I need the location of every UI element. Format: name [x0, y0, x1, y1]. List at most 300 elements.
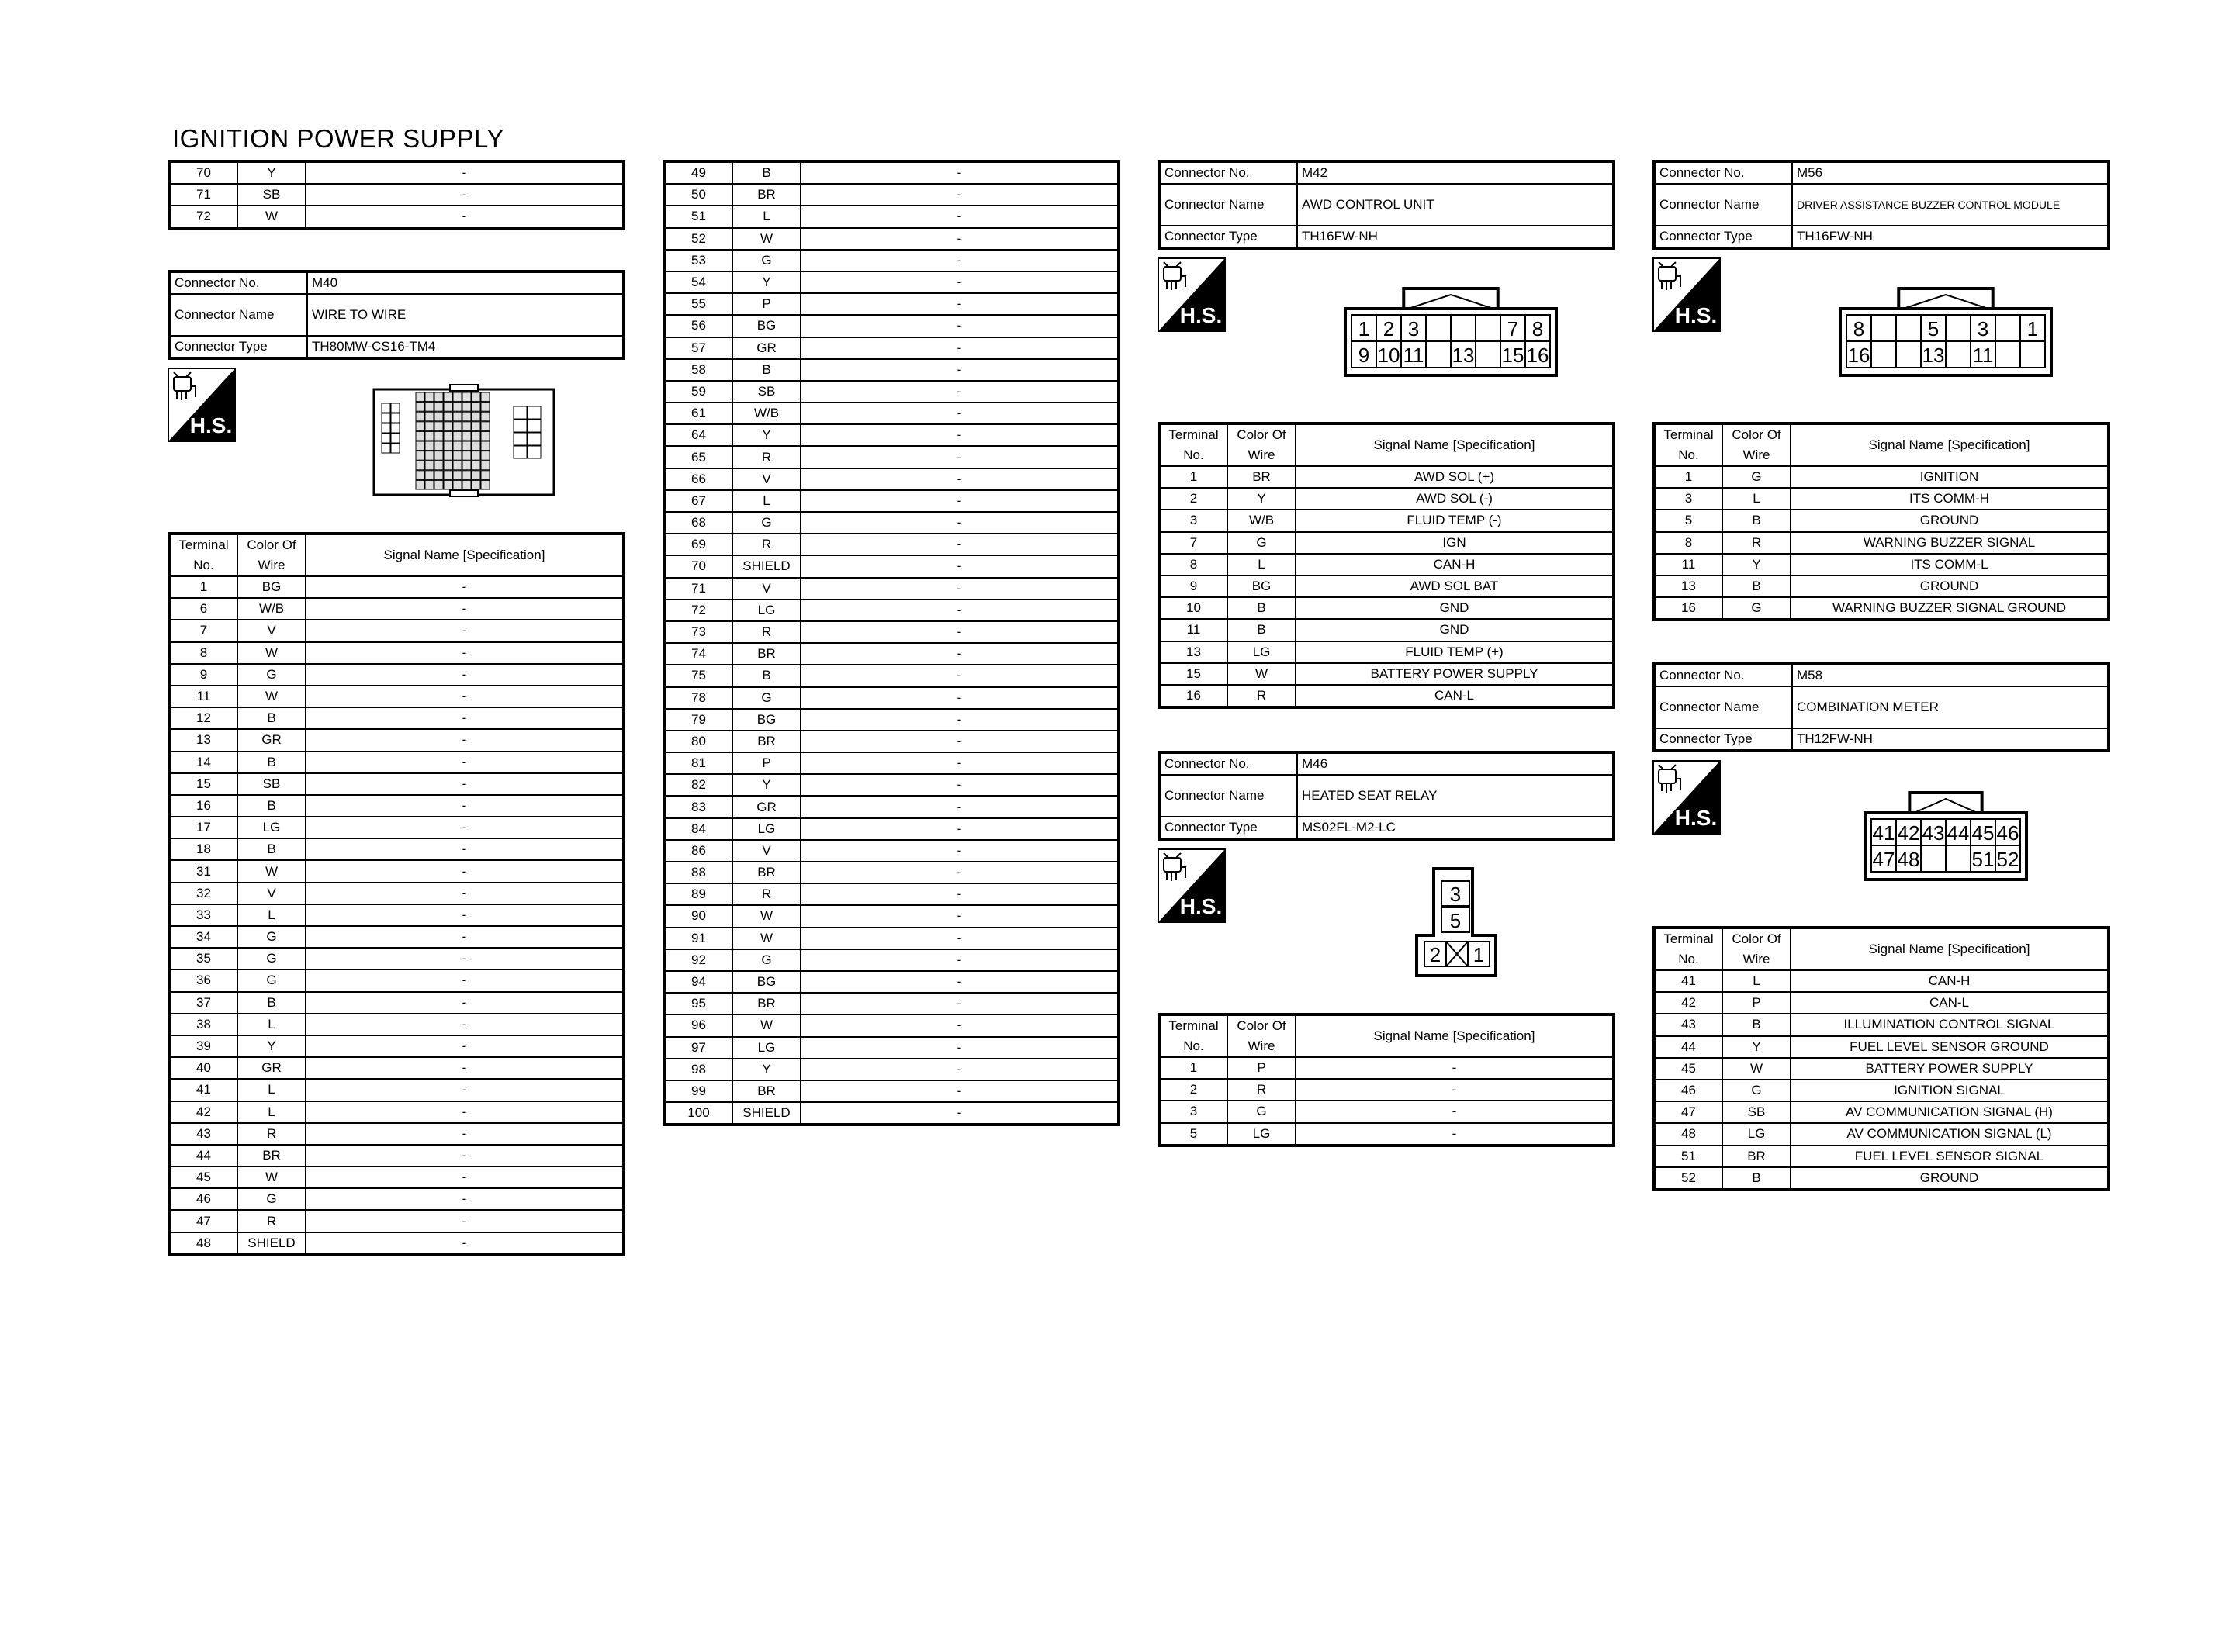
- wire-color-cell: LG: [1722, 1123, 1791, 1145]
- wire-color-cell: BR: [1722, 1146, 1791, 1167]
- wire-color-cell: R: [1227, 685, 1296, 707]
- connector-latch: [450, 490, 478, 496]
- wire-color-cell: L: [237, 904, 306, 926]
- terminal-no-cell: 1: [169, 576, 237, 598]
- connector-pin-cell: [444, 471, 452, 480]
- hs-label: H.S.: [1674, 303, 1718, 327]
- wire-color-cell: L: [732, 490, 801, 512]
- pin-label: 46: [1996, 821, 2019, 845]
- connector-type-value: TH80MW-CS16-TM4: [307, 336, 624, 358]
- terminal-no-cell: 8: [1654, 532, 1722, 554]
- signal-name-cell: GROUND: [1791, 575, 2109, 597]
- signal-name-cell: -: [801, 161, 1119, 184]
- wire-color-cell: L: [1227, 554, 1296, 575]
- terminal-no-cell: 51: [664, 206, 732, 227]
- terminal-no-cell: 89: [664, 883, 732, 905]
- hs-label: H.S.: [1179, 894, 1223, 918]
- terminal-no-cell: 13: [1159, 641, 1227, 663]
- connector-pin-cell: [382, 413, 390, 423]
- wire-color-cell: LG: [1227, 1123, 1296, 1146]
- terminal-no-cell: 43: [169, 1123, 237, 1145]
- table-row: [664, 315, 1119, 337]
- wire-color-cell: Y: [732, 424, 801, 446]
- table-row: [664, 271, 1119, 293]
- signal-name-cell: -: [801, 905, 1119, 927]
- terminal-no-cell: 70: [664, 555, 732, 577]
- connector-pin-cell: [1946, 341, 1971, 368]
- page-title: IGNITION POWER SUPPLY: [172, 124, 504, 153]
- wire-color-cell: W: [237, 686, 306, 707]
- table-row: [1159, 1079, 1614, 1101]
- harness-side-icon: [168, 368, 236, 442]
- terminal-no-cell: 31: [169, 860, 237, 882]
- signal-name-cell: -: [801, 228, 1119, 250]
- signal-name-cell: -: [306, 817, 624, 838]
- signal-name-cell: -: [801, 359, 1119, 381]
- connector-pin-cell: [481, 471, 490, 480]
- signal-name-cell: AWD SOL (+): [1296, 466, 1614, 488]
- connector-pin-cell: [434, 412, 443, 421]
- hs-label: H.S.: [1674, 806, 1718, 830]
- signal-name-cell: -: [801, 862, 1119, 883]
- connector-pin-cell: [391, 434, 400, 443]
- wire-color-cell: R: [1227, 1079, 1296, 1101]
- terminal-no-cell: 67: [664, 490, 732, 512]
- terminal-table-m58: [1652, 926, 2110, 1191]
- connector-pin-cell: [462, 461, 471, 470]
- signal-name-header: Signal Name [Specification]: [1296, 423, 1614, 466]
- signal-name-cell: -: [306, 1101, 624, 1123]
- table-row: [1159, 663, 1614, 685]
- wire-color-cell: P: [1227, 1057, 1296, 1079]
- terminal-no-cell: 33: [169, 904, 237, 926]
- signal-name-cell: -: [306, 161, 624, 184]
- wire-color-cell: B: [732, 665, 801, 686]
- harness-side-icon: [1158, 848, 1226, 923]
- wire-color-cell: P: [732, 293, 801, 315]
- wire-color-cell: Y: [1722, 554, 1791, 575]
- signal-name-cell: -: [306, 1232, 624, 1255]
- signal-name-cell: -: [801, 250, 1119, 271]
- connector-pin-cell: [434, 431, 443, 441]
- terminal-no-cell: 51: [1654, 1146, 1722, 1167]
- terminal-no-cell: 72: [664, 600, 732, 621]
- signal-name-cell: -: [801, 993, 1119, 1014]
- wire-color-cell: LG: [237, 817, 306, 838]
- connector-latch: [450, 385, 478, 391]
- table-row: [1654, 597, 2109, 620]
- connector-pin-cell: [434, 461, 443, 470]
- wire-color-cell: BR: [1227, 466, 1296, 488]
- terminal-no-cell: 8: [1159, 554, 1227, 575]
- pin-label: 9: [1358, 344, 1370, 367]
- pin-label: 52: [1996, 848, 2019, 871]
- wire-color-cell: G: [732, 512, 801, 534]
- table-row: [664, 905, 1119, 927]
- signal-name-cell: -: [306, 707, 624, 729]
- connector-pin-cell: [425, 480, 434, 489]
- table-row: [169, 707, 624, 729]
- pin-label: 3: [1449, 883, 1462, 906]
- signal-name-cell: -: [801, 687, 1119, 709]
- connector-pin-cell: [1476, 315, 1500, 341]
- table-row: [1654, 1123, 2109, 1145]
- connector-pin-cell: [453, 480, 462, 489]
- table-row: [169, 1166, 624, 1188]
- connector-no-value: M40: [307, 271, 624, 294]
- connector-name-label: Connector Name: [1159, 184, 1297, 226]
- pin-label: 16: [1526, 344, 1549, 367]
- terminal-no-cell: 66: [664, 468, 732, 490]
- connector-pin-cell: [481, 461, 490, 470]
- signal-name-cell: -: [1296, 1123, 1614, 1146]
- table-row: [169, 1188, 624, 1210]
- wire-color-cell: G: [237, 969, 306, 991]
- connector-no-label: Connector No.: [1654, 161, 1792, 184]
- connector-name-value: DRIVER ASSISTANCE BUZZER CONTROL MODULE: [1792, 184, 2109, 226]
- pin-label: 1: [1472, 943, 1485, 966]
- wire-color-cell: V: [732, 840, 801, 862]
- table-row: [169, 948, 624, 969]
- terminal-no-cell: 6: [169, 598, 237, 620]
- terminal-no-cell: 43: [1654, 1014, 1722, 1035]
- signal-name-header: Signal Name [Specification]: [1791, 928, 2109, 970]
- wire-color-cell: B: [1227, 619, 1296, 641]
- connector-no-value: M42: [1297, 161, 1614, 184]
- signal-name-cell: AWD SOL (-): [1296, 488, 1614, 510]
- wire-color-cell: V: [732, 578, 801, 600]
- table-row: [169, 1101, 624, 1123]
- table-row: [1654, 554, 2109, 575]
- terminal-no-cell: 3: [1159, 510, 1227, 531]
- terminal-no-cell: 11: [1654, 554, 1722, 575]
- connector-pin-cell: [444, 403, 452, 412]
- terminal-no-cell: 7: [169, 620, 237, 641]
- wire-color-cell: B: [237, 707, 306, 729]
- signal-name-cell: -: [801, 883, 1119, 905]
- wire-color-cell: R: [732, 534, 801, 555]
- signal-name-header: Signal Name [Specification]: [1791, 423, 2109, 466]
- connector-pin-cell: [425, 422, 434, 431]
- table-row: [1159, 641, 1614, 663]
- connector-type-value: MS02FL-M2-LC: [1297, 817, 1614, 839]
- connector-type-label: Connector Type: [1654, 728, 1792, 751]
- table-row: [664, 949, 1119, 971]
- wire-color-cell: R: [237, 1123, 306, 1145]
- wire-color-cell: L: [1722, 488, 1791, 510]
- pin-label: 13: [1452, 344, 1475, 367]
- connector-pin-cell: [462, 480, 471, 489]
- wire-color-cell: G: [732, 949, 801, 971]
- connector-pin-cell: [453, 441, 462, 451]
- wire-color-cell: W: [237, 1166, 306, 1188]
- connector-pin-cell: [481, 480, 490, 489]
- table-row: [1654, 532, 2109, 554]
- connector-pin-cell: [382, 423, 390, 433]
- signal-name-cell: CAN-L: [1791, 992, 2109, 1014]
- terminal-no-cell: 95: [664, 993, 732, 1014]
- terminal-no-cell: 82: [664, 774, 732, 796]
- signal-name-cell: -: [801, 1037, 1119, 1059]
- table-row: [664, 555, 1119, 577]
- terminal-no-header: Terminal No.: [1159, 423, 1227, 466]
- connector-pin-cell: [481, 451, 490, 461]
- connector-pin-cell: [481, 422, 490, 431]
- connector-no-value: M58: [1792, 664, 2109, 686]
- terminal-no-cell: 11: [1159, 619, 1227, 641]
- table-row: [1654, 510, 2109, 531]
- pin-label: 16: [1847, 344, 1870, 367]
- pin-label: 42: [1897, 821, 1920, 845]
- connector-pin-cell: [1426, 341, 1451, 368]
- terminal-no-cell: 46: [1654, 1080, 1722, 1101]
- wire-color-cell: G: [237, 664, 306, 686]
- signal-name-cell: -: [801, 1102, 1119, 1125]
- wire-color-cell: B: [237, 992, 306, 1014]
- table-row: [1654, 1080, 2109, 1101]
- signal-name-cell: -: [306, 1188, 624, 1210]
- connector-pin-cell: [391, 403, 400, 413]
- signal-name-header: Signal Name [Specification]: [306, 534, 624, 576]
- signal-name-cell: -: [306, 1210, 624, 1232]
- connector-pin-cell: [1921, 845, 1946, 872]
- signal-name-cell: -: [801, 840, 1119, 862]
- connector-pin-cell: [472, 422, 480, 431]
- table-row: [1159, 488, 1614, 510]
- terminal-table-m40: [168, 532, 625, 1256]
- pin-label: 1: [2026, 317, 2039, 340]
- connector-pin-cell: [453, 461, 462, 470]
- connector-pin-cell: [472, 451, 480, 461]
- table-row: [1159, 532, 1614, 554]
- pin-label: 1: [1358, 317, 1370, 340]
- terminal-no-cell: 78: [664, 687, 732, 709]
- connector-pin-cell: [425, 461, 434, 470]
- signal-name-cell: GND: [1296, 619, 1614, 641]
- wire-color-cell: B: [237, 752, 306, 773]
- signal-name-cell: ITS COMM-H: [1791, 488, 2109, 510]
- table-row: [664, 403, 1119, 424]
- signal-name-cell: -: [801, 928, 1119, 949]
- table-row: [169, 598, 624, 620]
- connector-type-label: Connector Type: [1159, 817, 1297, 839]
- harness-side-icon: [1652, 760, 1721, 835]
- signal-name-cell: -: [801, 1059, 1119, 1080]
- signal-name-cell: -: [801, 403, 1119, 424]
- connector-pin-cell: [444, 461, 452, 470]
- connector-pin-cell: [434, 392, 443, 402]
- signal-name-cell: -: [801, 512, 1119, 534]
- connector-info-m58: [1652, 662, 2110, 752]
- terminal-no-cell: 48: [169, 1232, 237, 1255]
- terminal-no-cell: 1: [1159, 1057, 1227, 1079]
- signal-name-cell: -: [801, 774, 1119, 796]
- table-row: [169, 1057, 624, 1079]
- terminal-no-cell: 81: [664, 752, 732, 774]
- terminal-no-cell: 39: [169, 1035, 237, 1057]
- table-row: [1159, 685, 1614, 707]
- signal-name-cell: GROUND: [1791, 510, 2109, 531]
- terminal-no-cell: 1: [1159, 466, 1227, 488]
- table-row: [664, 643, 1119, 665]
- signal-name-cell: AWD SOL BAT: [1296, 575, 1614, 597]
- signal-name-cell: -: [801, 643, 1119, 665]
- signal-name-cell: -: [306, 664, 624, 686]
- signal-name-cell: -: [801, 490, 1119, 512]
- wire-color-cell: BR: [732, 993, 801, 1014]
- wire-color-cell: G: [1227, 532, 1296, 554]
- connector-pin-cell: [416, 422, 424, 431]
- wire-color-cell: W: [732, 905, 801, 927]
- terminal-no-cell: 42: [169, 1101, 237, 1123]
- wire-color-cell: B: [237, 795, 306, 817]
- table-row: [664, 446, 1119, 468]
- wire-color-cell: W: [732, 928, 801, 949]
- harness-side-symbol: [1652, 257, 1721, 332]
- terminal-no-cell: 52: [1654, 1167, 1722, 1190]
- table-row: [169, 926, 624, 948]
- signal-name-cell: FLUID TEMP (-): [1296, 510, 1614, 531]
- table-row: [1159, 619, 1614, 641]
- terminal-no-cell: 59: [664, 381, 732, 403]
- signal-name-cell: -: [306, 620, 624, 641]
- signal-name-cell: -: [306, 1057, 624, 1079]
- wire-color-cell: SHIELD: [237, 1232, 306, 1255]
- terminal-table-m46: [1158, 1013, 1615, 1147]
- connector-pin-cell: [425, 403, 434, 412]
- pin-label: 15: [1501, 344, 1524, 367]
- pin-label: 47: [1872, 848, 1895, 871]
- table-row: [664, 337, 1119, 359]
- hs-label: H.S.: [189, 413, 233, 437]
- table-row: [1654, 1101, 2109, 1123]
- terminal-no-cell: 75: [664, 665, 732, 686]
- terminal-no-cell: 41: [1654, 970, 1722, 992]
- pin-label: 3: [1977, 317, 1989, 340]
- wire-color-cell: L: [237, 1014, 306, 1035]
- wire-color-cell: L: [732, 206, 801, 227]
- connector-pin-cell: [425, 451, 434, 461]
- connector-pin-cell: [416, 431, 424, 441]
- signal-name-cell: -: [801, 446, 1119, 468]
- table-row: [664, 206, 1119, 227]
- pin-label: 11: [1972, 344, 1994, 367]
- terminal-no-cell: 15: [169, 773, 237, 795]
- connector-latch-mark: [1903, 295, 1988, 309]
- connector-pin-cell: [425, 431, 434, 441]
- table-row: [664, 534, 1119, 555]
- connector-name-label: Connector Name: [1654, 686, 1792, 728]
- connector-pin-cell: [462, 451, 471, 461]
- terminal-no-cell: 44: [1654, 1036, 1722, 1058]
- connector-pin-cell: [453, 412, 462, 421]
- table-row: [169, 838, 624, 860]
- connector-name-label: Connector Name: [169, 294, 307, 336]
- table-row: [664, 468, 1119, 490]
- signal-name-cell: -: [801, 578, 1119, 600]
- table-row: [169, 664, 624, 686]
- connector-name-label: Connector Name: [1159, 775, 1297, 817]
- connector-pin-cell: [472, 392, 480, 402]
- signal-name-cell: AV COMMUNICATION SIGNAL (H): [1791, 1101, 2109, 1123]
- signal-name-cell: ITS COMM-L: [1791, 554, 2109, 575]
- signal-name-cell: -: [306, 686, 624, 707]
- connector-name-value: WIRE TO WIRE: [307, 294, 624, 336]
- signal-name-cell: -: [306, 838, 624, 860]
- terminal-no-cell: 64: [664, 424, 732, 446]
- terminal-no-cell: 38: [169, 1014, 237, 1035]
- connector-pin-cell: [2020, 341, 2045, 368]
- wire-color-cell: R: [732, 621, 801, 643]
- wire-color-cell: G: [1227, 1101, 1296, 1122]
- wire-color-cell: BG: [732, 971, 801, 993]
- connector-pin-cell: [434, 471, 443, 480]
- terminal-no-cell: 90: [664, 905, 732, 927]
- terminal-no-cell: 55: [664, 293, 732, 315]
- terminal-no-header: Terminal No.: [169, 534, 237, 576]
- terminal-no-cell: 68: [664, 512, 732, 534]
- signal-name-cell: -: [801, 796, 1119, 817]
- signal-name-cell: -: [1296, 1101, 1614, 1122]
- terminal-no-cell: 45: [1654, 1058, 1722, 1080]
- signal-name-cell: -: [306, 860, 624, 882]
- terminal-table-m56: [1652, 422, 2110, 621]
- table-row: [1654, 575, 2109, 597]
- wire-color-cell: B: [237, 838, 306, 860]
- terminal-no-cell: 14: [169, 752, 237, 773]
- table-row: [1159, 575, 1614, 597]
- wire-color-cell: P: [1722, 992, 1791, 1014]
- wire-color-cell: G: [237, 1188, 306, 1210]
- pin-label: 8: [1531, 317, 1544, 340]
- signal-name-cell: -: [801, 731, 1119, 752]
- connector-pin-cell: [425, 412, 434, 421]
- wire-color-cell: W: [1722, 1058, 1791, 1080]
- connector-type-value: TH16FW-NH: [1792, 226, 2109, 248]
- signal-name-cell: -: [306, 184, 624, 206]
- connector-pin-cell: [462, 403, 471, 412]
- terminal-no-cell: 92: [664, 949, 732, 971]
- table-row: [664, 840, 1119, 862]
- connector-pin-cell: [453, 422, 462, 431]
- terminal-no-cell: 80: [664, 731, 732, 752]
- signal-name-cell: -: [306, 795, 624, 817]
- connector-pin-cell: [1995, 315, 2020, 341]
- connector-pin-cell: [472, 431, 480, 441]
- harness-side-symbol: [168, 368, 236, 442]
- wire-color-cell: LG: [732, 600, 801, 621]
- signal-name-cell: -: [306, 1145, 624, 1166]
- wire-color-cell: W: [1227, 663, 1296, 685]
- signal-name-cell: -: [801, 971, 1119, 993]
- terminal-no-cell: 47: [169, 1210, 237, 1232]
- connector-diagram-m40: [372, 383, 555, 498]
- wire-color-cell: W: [732, 1014, 801, 1036]
- wire-color-cell: Y: [1722, 1036, 1791, 1058]
- connector-pin-cell: [1476, 341, 1500, 368]
- table-row: [169, 817, 624, 838]
- wire-color-cell: G: [237, 948, 306, 969]
- table-row: [664, 928, 1119, 949]
- connector-pin-cell: [416, 461, 424, 470]
- signal-name-cell: -: [306, 1035, 624, 1057]
- wire-color-cell: GR: [237, 729, 306, 751]
- terminal-no-cell: 11: [169, 686, 237, 707]
- wire-color-cell: B: [1722, 1167, 1791, 1190]
- terminal-no-cell: 86: [664, 840, 732, 862]
- table-row: [169, 1014, 624, 1035]
- terminal-no-cell: 36: [169, 969, 237, 991]
